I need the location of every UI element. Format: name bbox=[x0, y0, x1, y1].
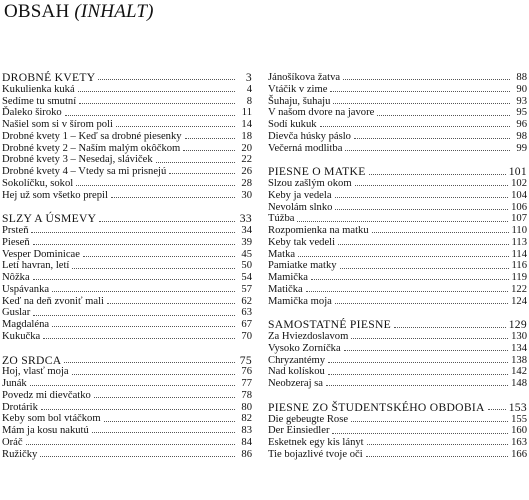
toc-entry[interactable] bbox=[2, 319, 252, 331]
toc-entry-title: Matička bbox=[268, 283, 303, 295]
toc-page-number: 18 bbox=[241, 130, 252, 142]
toc-entry-title: Šuhaju, šuhaju bbox=[268, 95, 331, 107]
dot-leader bbox=[345, 150, 510, 151]
dot-leader bbox=[83, 256, 235, 257]
toc-entry-title: Nevolám slnko bbox=[268, 201, 333, 213]
dot-leader bbox=[52, 291, 235, 292]
dot-leader bbox=[64, 362, 235, 363]
toc-page-number: 14 bbox=[241, 119, 252, 130]
toc-section bbox=[268, 319, 527, 390]
toc-entry[interactable] bbox=[268, 355, 527, 367]
toc-entry-title: Prsteň bbox=[2, 225, 29, 236]
dot-leader bbox=[94, 397, 235, 398]
toc-entry[interactable] bbox=[268, 84, 527, 96]
dot-leader bbox=[340, 268, 509, 269]
toc-page-number: 90 bbox=[516, 83, 527, 95]
toc-section bbox=[2, 355, 252, 461]
dot-leader bbox=[372, 232, 509, 233]
page-title-sub: (INHALT) bbox=[74, 1, 154, 22]
toc-entry-title: Neobzeraj sa bbox=[268, 378, 323, 389]
toc-page-number: 30 bbox=[241, 189, 252, 201]
toc-entry-title: Ďaleko široko bbox=[2, 107, 62, 119]
toc-entry[interactable] bbox=[2, 260, 252, 272]
toc-entry[interactable] bbox=[2, 413, 252, 425]
toc-page-number: 70 bbox=[241, 330, 252, 342]
toc-entry-title: Mám ja kosu nakutú bbox=[2, 425, 89, 436]
toc-page-number: 142 bbox=[511, 366, 527, 378]
toc-entry[interactable] bbox=[2, 143, 252, 155]
toc-page-number: 63 bbox=[241, 307, 252, 319]
dot-leader bbox=[367, 444, 508, 445]
toc-page-number: 4 bbox=[246, 83, 252, 95]
toc-entry-title: Drobné kvety 3 – Nesedaj, sláviček bbox=[2, 154, 153, 166]
toc-left-column bbox=[2, 72, 252, 460]
toc-entry-title: Nad kolískou bbox=[268, 366, 325, 378]
dot-leader bbox=[488, 409, 506, 410]
toc-entry-title: Pamiatke matky bbox=[268, 260, 337, 272]
dot-leader bbox=[40, 456, 235, 457]
toc-entry[interactable] bbox=[268, 378, 527, 390]
dot-leader bbox=[377, 115, 510, 116]
page-title bbox=[4, 1, 154, 23]
dot-leader bbox=[354, 138, 510, 139]
toc-entry[interactable] bbox=[2, 390, 252, 402]
dot-leader bbox=[26, 444, 235, 445]
section-gap bbox=[268, 390, 527, 402]
toc-entry[interactable] bbox=[2, 331, 252, 343]
toc-page-number: 160 bbox=[511, 425, 527, 437]
toc-entry-title: Slzou zašlým okom bbox=[268, 178, 352, 189]
toc-page-number: 54 bbox=[241, 272, 252, 283]
toc-entry-title: Keby som bol vtáčkom bbox=[2, 413, 101, 425]
dot-leader bbox=[99, 221, 235, 222]
toc-entry[interactable] bbox=[2, 366, 252, 378]
dot-leader bbox=[33, 315, 235, 316]
toc-page-number: 34 bbox=[241, 225, 252, 236]
toc-entry-title: Chryzantémy bbox=[268, 354, 326, 366]
toc-entry-title: Sokolíčku, sokol bbox=[2, 177, 74, 189]
toc-entry-title: Povedz mi dievčatko bbox=[2, 389, 91, 401]
toc-entry-title: Dievča húsky páslo bbox=[268, 130, 351, 142]
dot-leader bbox=[328, 362, 508, 363]
toc-page-number: 33 bbox=[239, 212, 252, 226]
toc-entry[interactable] bbox=[268, 437, 527, 449]
toc-entry[interactable] bbox=[2, 166, 252, 178]
toc-page-number: 124 bbox=[511, 295, 527, 307]
dot-leader bbox=[369, 174, 506, 175]
toc-entry[interactable] bbox=[268, 119, 527, 131]
toc-page-number: 155 bbox=[511, 413, 527, 425]
toc-page-number: 129 bbox=[508, 318, 527, 332]
toc-right-column bbox=[268, 72, 527, 461]
dot-leader bbox=[338, 244, 508, 245]
toc-section-heading[interactable] bbox=[268, 402, 527, 414]
toc-page-number: 107 bbox=[511, 213, 527, 225]
toc-entry[interactable] bbox=[268, 143, 527, 155]
section-gap bbox=[2, 343, 252, 355]
toc-entry-title: Pieseň bbox=[2, 236, 30, 248]
toc-entry-title: Guslar bbox=[2, 307, 31, 319]
toc-entry[interactable] bbox=[268, 72, 527, 84]
toc-page-number: 95 bbox=[516, 107, 527, 119]
toc-page-number: 119 bbox=[511, 272, 527, 283]
toc-entry-title: Hej už som všetko prepil bbox=[2, 189, 108, 201]
toc-page-number: 166 bbox=[511, 448, 527, 460]
toc-section bbox=[268, 402, 527, 461]
section-heading-text: PIESNE O MATKE bbox=[268, 165, 366, 179]
toc-entry[interactable] bbox=[268, 178, 527, 190]
toc-entry-title: Mamička moja bbox=[268, 295, 332, 307]
dot-leader bbox=[351, 421, 508, 422]
dot-leader bbox=[98, 79, 235, 80]
toc-entry[interactable] bbox=[268, 331, 527, 343]
dot-leader bbox=[33, 279, 235, 280]
toc-entry-title: Mamička bbox=[268, 272, 309, 283]
toc-entry[interactable] bbox=[268, 414, 527, 426]
toc-entry-title: Esketnek egy kis lányt bbox=[268, 437, 364, 448]
toc-page-number: 106 bbox=[511, 201, 527, 213]
toc-entry-title: Za Hviezdoslavom bbox=[268, 331, 349, 342]
dot-leader bbox=[156, 162, 235, 163]
toc-page-number: 96 bbox=[516, 119, 527, 130]
dot-leader bbox=[335, 197, 509, 198]
toc-page-number: 148 bbox=[511, 378, 527, 389]
toc-page-number: 28 bbox=[241, 177, 252, 189]
toc-entry[interactable] bbox=[268, 284, 527, 296]
toc-entry-title: Nôžka bbox=[2, 272, 30, 283]
dot-leader bbox=[52, 326, 235, 327]
dot-leader bbox=[328, 374, 508, 375]
dot-leader bbox=[43, 338, 235, 339]
toc-section-heading[interactable] bbox=[2, 72, 252, 84]
toc-page-number: 67 bbox=[241, 319, 252, 330]
toc-entry[interactable] bbox=[268, 96, 527, 108]
toc-entry-title: Uspávanka bbox=[2, 283, 50, 295]
dot-leader bbox=[326, 385, 508, 386]
dot-leader bbox=[78, 91, 235, 92]
toc-page-number: 122 bbox=[511, 283, 527, 295]
dot-leader bbox=[311, 279, 508, 280]
toc-page-number: 114 bbox=[511, 248, 527, 260]
toc-page-number: 102 bbox=[511, 178, 527, 189]
dot-leader bbox=[332, 433, 508, 434]
toc-page-number: 86 bbox=[241, 448, 252, 460]
toc-page-number: 39 bbox=[241, 236, 252, 248]
dot-leader bbox=[394, 327, 506, 328]
toc-entry-title: V našom dvore na javore bbox=[268, 107, 375, 119]
toc-page-number: 113 bbox=[511, 236, 527, 248]
toc-entry-title: Túžba bbox=[268, 213, 295, 225]
toc-page-number: 76 bbox=[241, 366, 252, 378]
toc-entry-title: Drobné kvety 2 – Naším malým okôčkom bbox=[2, 142, 181, 154]
toc-page-number: 84 bbox=[241, 436, 252, 448]
toc-entry[interactable] bbox=[268, 296, 527, 308]
toc-section-heading[interactable] bbox=[2, 213, 252, 225]
toc-page-number: 163 bbox=[511, 437, 527, 448]
toc-entry-title: Tie bojazlivé tvoje oči bbox=[268, 448, 363, 460]
toc-entry[interactable] bbox=[268, 449, 527, 461]
toc-entry[interactable] bbox=[2, 296, 252, 308]
toc-entry[interactable] bbox=[2, 237, 252, 249]
toc-entry-title: Ružičky bbox=[2, 448, 38, 460]
dot-leader bbox=[116, 126, 235, 127]
toc-page-number: 104 bbox=[511, 189, 527, 201]
toc-entry[interactable] bbox=[2, 131, 252, 143]
section-heading-text: DROBNÉ KVETY bbox=[2, 71, 96, 84]
toc-entry[interactable] bbox=[2, 107, 252, 119]
toc-entry[interactable] bbox=[2, 225, 252, 237]
toc-section bbox=[268, 166, 527, 307]
toc-page-number: 26 bbox=[241, 166, 252, 177]
toc-page-number: 116 bbox=[511, 260, 527, 272]
toc-section-heading[interactable] bbox=[2, 355, 252, 367]
toc-entry[interactable] bbox=[2, 284, 252, 296]
toc-entry[interactable] bbox=[268, 237, 527, 249]
toc-entry-title: Hoj, vlasť moja bbox=[2, 366, 69, 378]
dot-leader bbox=[92, 432, 235, 433]
toc-entry[interactable] bbox=[268, 213, 527, 225]
dot-leader bbox=[72, 268, 235, 269]
toc-entry[interactable] bbox=[268, 366, 527, 378]
toc-entry[interactable] bbox=[2, 119, 252, 131]
toc-page-number: 138 bbox=[511, 354, 527, 366]
toc-entry[interactable] bbox=[2, 154, 252, 166]
dot-leader bbox=[297, 221, 508, 222]
toc-entry-title: Rozpomienka na matku bbox=[268, 225, 369, 236]
dot-leader bbox=[72, 374, 235, 375]
toc-entry-title: Matka bbox=[268, 248, 296, 260]
dot-leader bbox=[333, 103, 510, 104]
toc-page-number: 8 bbox=[246, 95, 252, 107]
dot-leader bbox=[76, 185, 235, 186]
dot-leader bbox=[320, 126, 510, 127]
toc-page-number: 130 bbox=[511, 331, 527, 342]
toc-entry[interactable] bbox=[2, 190, 252, 202]
toc-entry[interactable] bbox=[268, 249, 527, 261]
section-heading-text: SLZY A ÚSMEVY bbox=[2, 212, 97, 226]
toc-entry[interactable] bbox=[2, 96, 252, 108]
dot-leader bbox=[335, 209, 508, 210]
toc-page-number: 98 bbox=[516, 130, 527, 142]
toc-entry-title: Vysoko Zorníčka bbox=[268, 342, 341, 354]
toc-page-number: 62 bbox=[241, 295, 252, 307]
toc-entry-title: Magdaléna bbox=[2, 319, 50, 330]
section-heading-text: SAMOSTATNÉ PIESNE bbox=[268, 318, 392, 332]
toc-page-number: 82 bbox=[241, 413, 252, 425]
toc-page-number: 3 bbox=[245, 71, 252, 84]
toc-section bbox=[2, 72, 252, 201]
dot-leader bbox=[306, 291, 508, 292]
toc-entry[interactable] bbox=[2, 249, 252, 261]
toc-entry[interactable] bbox=[268, 225, 527, 237]
toc-entry[interactable] bbox=[2, 402, 252, 414]
toc-section-heading[interactable] bbox=[268, 319, 527, 331]
toc-page-number: 101 bbox=[508, 165, 527, 179]
toc-entry[interactable] bbox=[268, 343, 527, 355]
section-heading-text: PIESNE ZO ŠTUDENTSKÉHO OBDOBIA bbox=[268, 400, 485, 414]
dot-leader bbox=[335, 303, 508, 304]
toc-page-number: 22 bbox=[241, 154, 252, 166]
toc-entry-title: Keď na deň zvoniť mali bbox=[2, 295, 104, 307]
dot-leader bbox=[351, 338, 508, 339]
toc-entry-title: Kukulienka kuká bbox=[2, 83, 75, 95]
page-title-main: OBSAH bbox=[4, 1, 70, 22]
toc-entry[interactable] bbox=[268, 202, 527, 214]
dot-leader bbox=[107, 303, 235, 304]
dot-leader bbox=[104, 421, 235, 422]
dot-leader bbox=[185, 138, 235, 139]
toc-entry-title: Sedíme tu smutní bbox=[2, 95, 77, 107]
toc-page-number: 88 bbox=[516, 72, 527, 83]
dot-leader bbox=[33, 244, 235, 245]
dot-leader bbox=[330, 91, 510, 92]
toc-entry[interactable] bbox=[268, 107, 527, 119]
toc-entry-title: Drobné kvety 4 – Vtedy sa mi prisnejú bbox=[2, 166, 167, 177]
dot-leader bbox=[169, 173, 235, 174]
toc-entry-title: Drobné kvety 1 – Keď sa drobné piesenky bbox=[2, 130, 182, 142]
toc-page-number: 80 bbox=[241, 401, 252, 413]
toc-entry-title: Die gebeugte Rose bbox=[268, 413, 349, 425]
dot-leader bbox=[344, 350, 508, 351]
toc-page-number: 20 bbox=[241, 142, 252, 154]
toc-page-number: 57 bbox=[241, 283, 252, 295]
dot-leader bbox=[41, 409, 235, 410]
dot-leader bbox=[355, 185, 509, 186]
toc-entry[interactable] bbox=[268, 260, 527, 272]
toc-entry[interactable] bbox=[268, 190, 527, 202]
toc-entry-title: Večerná modlitba bbox=[268, 142, 343, 154]
toc-page-number: 50 bbox=[241, 260, 252, 272]
toc-entry-title: Keby tak vedeli bbox=[268, 236, 336, 248]
toc-entry[interactable] bbox=[2, 449, 252, 461]
toc-entry[interactable] bbox=[268, 131, 527, 143]
dot-leader bbox=[111, 197, 235, 198]
dot-leader bbox=[31, 232, 235, 233]
toc-entry[interactable] bbox=[2, 84, 252, 96]
toc-entry-title: Junák bbox=[2, 378, 27, 389]
toc-entry[interactable] bbox=[2, 307, 252, 319]
toc-entry-title: Našiel som si v šírom poli bbox=[2, 119, 113, 130]
toc-page-number: 93 bbox=[516, 95, 527, 107]
dot-leader bbox=[79, 103, 235, 104]
dot-leader bbox=[30, 385, 235, 386]
toc-page-number: 99 bbox=[516, 142, 527, 154]
toc-entry[interactable] bbox=[2, 378, 252, 390]
toc-section bbox=[2, 213, 252, 342]
dot-leader bbox=[65, 115, 235, 116]
toc-page-number: 77 bbox=[241, 378, 252, 389]
toc-entry[interactable] bbox=[2, 272, 252, 284]
toc-page-number: 83 bbox=[241, 425, 252, 436]
toc-entry[interactable] bbox=[268, 425, 527, 437]
dot-leader bbox=[366, 456, 508, 457]
dot-leader bbox=[343, 79, 510, 80]
toc-entry-title: Jánošíkova žatva bbox=[268, 72, 341, 83]
dot-leader bbox=[298, 256, 508, 257]
toc-entry-title: Sodí kukuk bbox=[268, 119, 317, 130]
toc-entry-title: Keby ja vedela bbox=[268, 189, 332, 201]
toc-entry-title: Drotárik bbox=[2, 401, 38, 413]
toc-entry[interactable] bbox=[2, 425, 252, 437]
toc-page-number: 153 bbox=[508, 400, 527, 414]
toc-entry-title: Der Einsiedler bbox=[268, 425, 330, 437]
toc-entry[interactable] bbox=[2, 178, 252, 190]
toc-section bbox=[268, 72, 527, 154]
toc-entry-title: Oráč bbox=[2, 436, 23, 448]
section-heading-text: ZO SRDCA bbox=[2, 353, 62, 367]
toc-page-number: 75 bbox=[239, 353, 252, 367]
toc-page-number: 78 bbox=[241, 389, 252, 401]
toc-entry[interactable] bbox=[2, 437, 252, 449]
toc-page-number: 11 bbox=[241, 107, 252, 119]
toc-page-number: 45 bbox=[241, 248, 252, 260]
toc-section-heading[interactable] bbox=[268, 166, 527, 178]
toc-entry-title: Kukučka bbox=[2, 330, 41, 342]
toc-entry-title: Vesper Dominicae bbox=[2, 248, 80, 260]
toc-entry-title: Letí havran, letí bbox=[2, 260, 70, 272]
toc-entry[interactable] bbox=[268, 272, 527, 284]
toc-page-number: 110 bbox=[511, 225, 527, 236]
toc-entry-title: Vtáčik v zime bbox=[268, 83, 328, 95]
toc-page-number: 134 bbox=[511, 342, 527, 354]
dot-leader bbox=[183, 150, 235, 151]
